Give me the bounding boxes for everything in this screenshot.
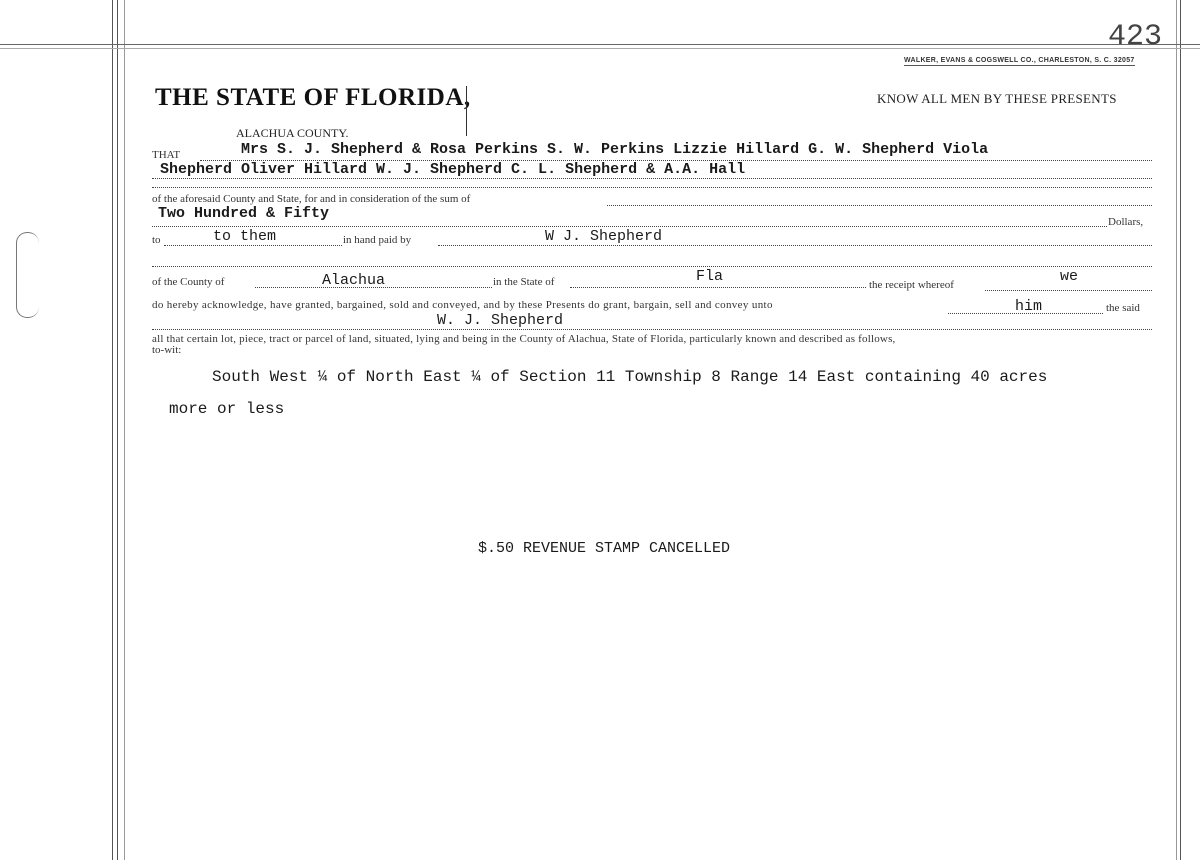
state-of-label: in the State of bbox=[493, 276, 555, 288]
legal-description-line-1: South West ¼ of North East ¼ of Section 11 Township 8 Range 14 East containing 40 acres bbox=[212, 368, 1048, 386]
margin-line-left-inner bbox=[117, 0, 118, 860]
amount-dotline bbox=[152, 226, 1107, 227]
grantee-name: W. J. Shepherd bbox=[437, 312, 564, 329]
that-label: THAT bbox=[152, 149, 181, 161]
amount-value: Two Hundred & Fifty bbox=[158, 205, 330, 222]
margin-line-left-inner2 bbox=[124, 0, 125, 860]
receipt-value: we bbox=[1060, 268, 1079, 285]
grantee-pronoun: him bbox=[1015, 298, 1043, 315]
top-rule-2 bbox=[0, 48, 1200, 49]
dollars-label: Dollars, bbox=[1108, 216, 1144, 228]
to-label: to bbox=[152, 234, 161, 246]
acknowledge-text: do hereby acknowledge, have granted, bargained, sold and conveyed, and by these Presents do grant, bargain, sell and convey unto bbox=[152, 299, 773, 311]
top-rule bbox=[0, 44, 1200, 45]
grantors-line-2: Shepherd Oliver Hillard W. J. Shepherd C. L. Shepherd & A.A. Hall bbox=[160, 161, 746, 178]
blank-dotline-2 bbox=[152, 266, 1152, 267]
printer-imprint: WALKER, EVANS & COGSWELL CO., CHARLESTON, S. C. 32057 bbox=[904, 57, 1135, 64]
land-text: all that certain lot, piece, tract or parcel of land, situated, lying and being in the County of Alachua, State of Florida, particularly known and described as follows, bbox=[152, 333, 896, 345]
title-brace bbox=[466, 86, 469, 136]
paid-by-dotline bbox=[438, 245, 1152, 246]
county-value: Alachua bbox=[322, 272, 386, 289]
legal-description-line-2: more or less bbox=[169, 400, 285, 418]
to-value: to them bbox=[213, 228, 277, 245]
consideration-label: of the aforesaid County and State, for and in consideration of the sum of bbox=[152, 193, 471, 205]
know-all-men: KNOW ALL MEN BY THESE PRESENTS bbox=[877, 91, 1117, 106]
to-dotline bbox=[164, 245, 342, 246]
document-title: THE STATE OF FLORIDA, bbox=[155, 84, 471, 111]
receipt-label: the receipt whereof bbox=[869, 279, 954, 291]
grantee-dotline bbox=[152, 329, 1152, 330]
receipt-dotline bbox=[985, 290, 1152, 291]
revenue-stamp-note: $.50 REVENUE STAMP CANCELLED bbox=[478, 540, 731, 557]
county-of-label: of the County of bbox=[152, 276, 225, 288]
blank-dotline bbox=[152, 187, 1152, 188]
page-number: 423 bbox=[1108, 20, 1163, 54]
margin-line-right-inner bbox=[1176, 0, 1177, 860]
to-wit-label: to-wit: bbox=[152, 344, 182, 356]
paid-by-label: in hand paid by bbox=[343, 234, 412, 246]
margin-line-left bbox=[112, 0, 113, 860]
county-heading: ALACHUA COUNTY. bbox=[236, 126, 349, 140]
margin-line-right bbox=[1180, 0, 1181, 860]
state-value: Fla bbox=[696, 268, 724, 285]
paid-by-value: W J. Shepherd bbox=[545, 228, 663, 245]
binder-ring bbox=[16, 232, 39, 318]
grantors-dotline-2 bbox=[152, 178, 1152, 179]
state-dotline bbox=[570, 287, 866, 288]
consideration-dotline bbox=[607, 205, 1152, 206]
grantors-line-1: Mrs S. J. Shepherd & Rosa Perkins S. W. Perkins Lizzie Hillard G. W. Shepherd Viola bbox=[241, 141, 989, 158]
the-said-label: the said bbox=[1106, 302, 1140, 314]
